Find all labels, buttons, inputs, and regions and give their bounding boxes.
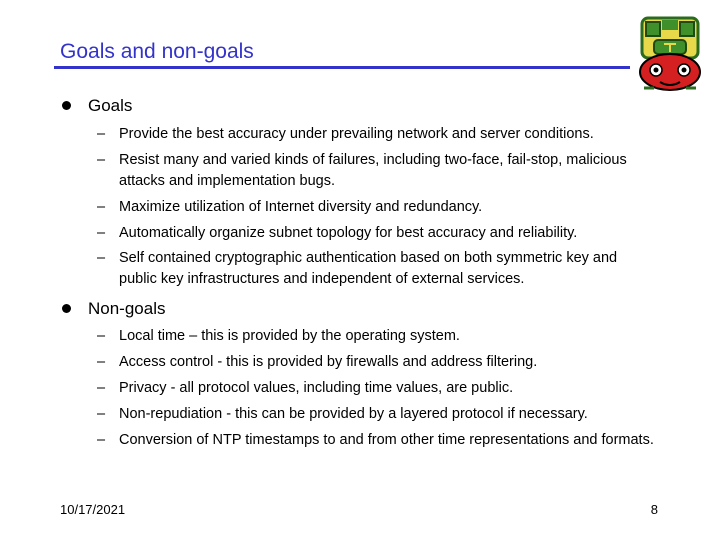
goal-item: Resist many and varied kinds of failures, including two-face, fail-stop, malicious attacks and implementation bugs. xyxy=(119,152,627,189)
nongoal-item: Conversion of NTP timestamps to and from other time representations and formats. xyxy=(119,432,654,448)
dash-marker: – xyxy=(97,250,106,266)
bullet-dot xyxy=(62,304,71,313)
nongoal-item: Privacy - all protocol values, including time values, are public. xyxy=(119,380,514,396)
dash-marker: – xyxy=(97,380,106,396)
bullet-dot xyxy=(62,101,71,110)
mayan-mask-logo-icon xyxy=(634,14,706,94)
goal-item: Self contained cryptographic authentication based on both symmetric key and public key infrastructures and independent of external services. xyxy=(119,250,618,287)
page-number: 8 xyxy=(650,502,658,517)
goal-item: Maximize utilization of Internet diversity and redundancy. xyxy=(119,199,483,215)
dash-marker: – xyxy=(97,152,106,168)
dash-marker: – xyxy=(97,354,106,370)
dash-marker: – xyxy=(97,328,106,344)
goal-item: Automatically organize subnet topology for best accuracy and reliability. xyxy=(119,225,578,241)
goal-item: Provide the best accuracy under prevailing network and server conditions. xyxy=(119,126,594,142)
nongoal-item: Access control - this is provided by firewalls and address filtering. xyxy=(119,354,538,370)
nongoal-item: Local time – this is provided by the operating system. xyxy=(119,328,460,344)
dash-marker: – xyxy=(97,199,106,215)
dash-marker: – xyxy=(97,225,106,241)
dash-marker: – xyxy=(97,406,106,422)
slide-title: Goals and non-goals xyxy=(60,40,254,63)
nongoal-item: Non-repudiation - this can be provided by a layered protocol if necessary. xyxy=(119,406,588,422)
nongoals-heading: Non-goals xyxy=(88,299,166,318)
dash-marker: – xyxy=(97,432,106,448)
goals-heading: Goals xyxy=(88,96,133,115)
title-underline xyxy=(54,66,630,69)
dash-marker: – xyxy=(97,126,106,142)
footer-date: 10/17/2021 xyxy=(60,502,126,517)
